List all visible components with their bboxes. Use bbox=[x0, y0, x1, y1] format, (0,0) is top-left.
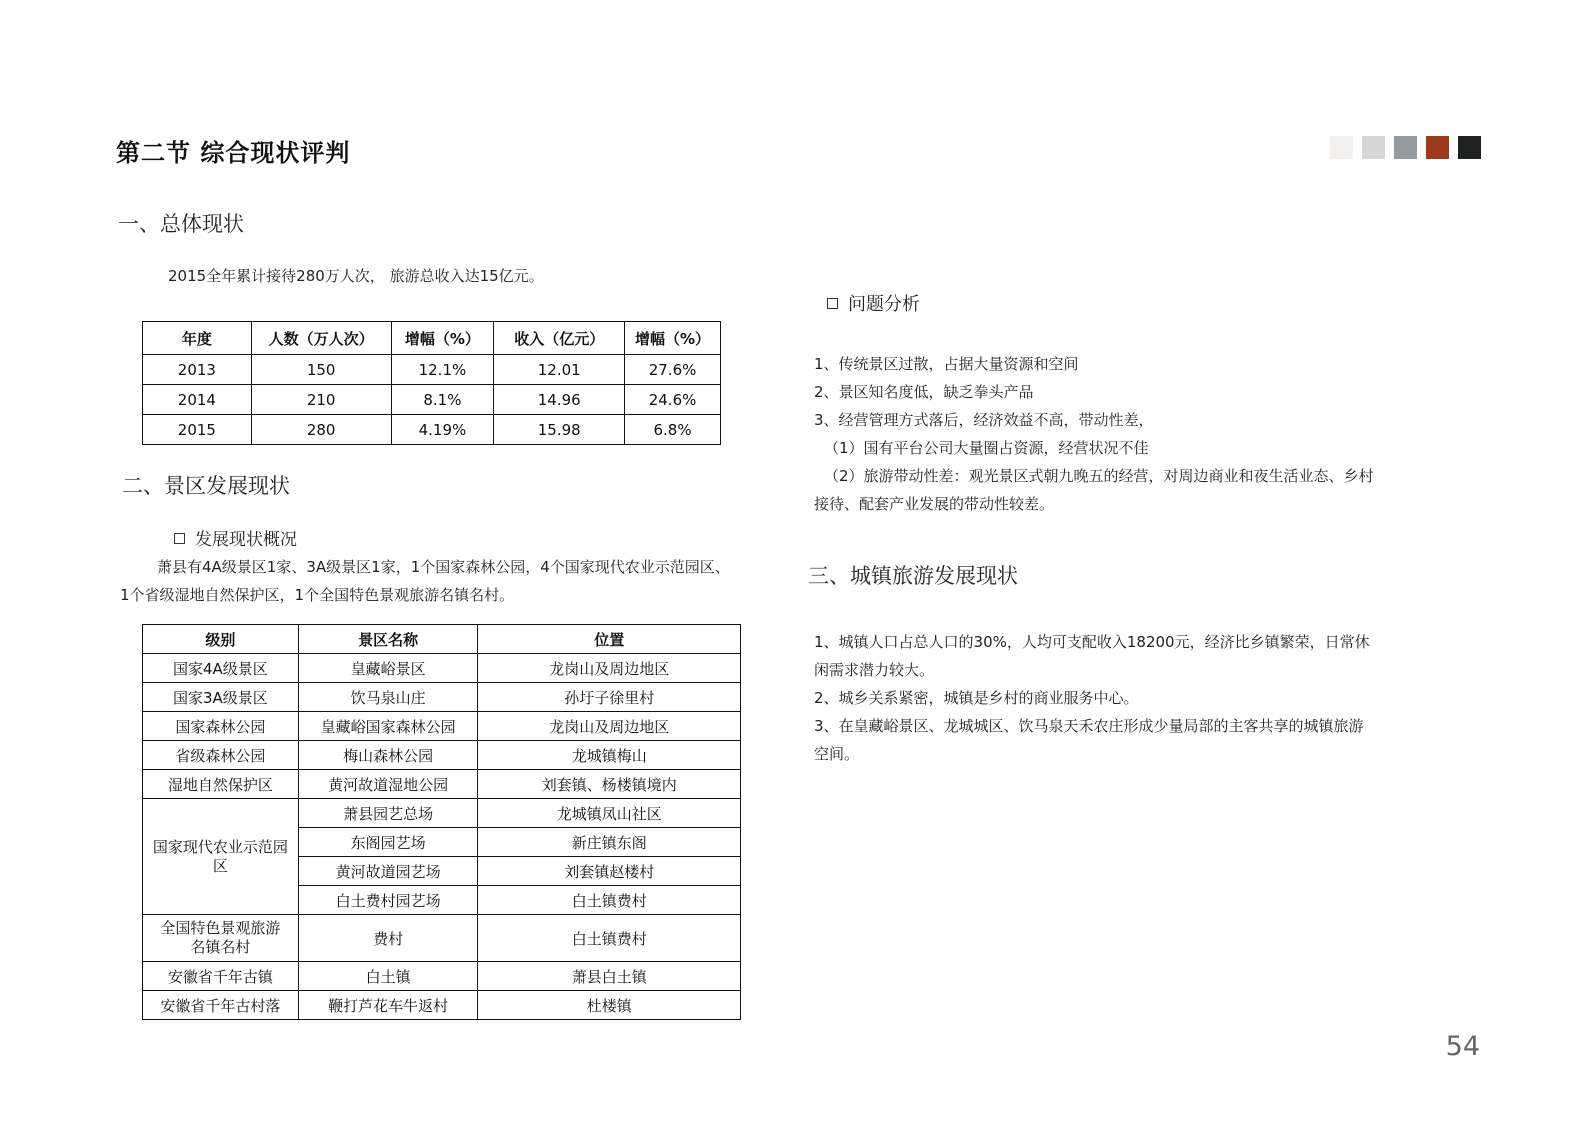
square-bullet-icon bbox=[174, 533, 185, 544]
cell-scenic-name: 白土费村园艺场 bbox=[298, 886, 478, 915]
table-row bbox=[143, 799, 741, 828]
section2-paragraph-line1: 萧县有4A级景区1家、3A级景区1家，1个国家森林公园，4个国家现代农业示范园区、 bbox=[157, 558, 730, 576]
problems-list bbox=[814, 350, 1374, 518]
cell-scenic-name: 萧县园艺总场 bbox=[298, 799, 478, 828]
cell-location: 白土镇费村 bbox=[478, 915, 741, 962]
section2-heading: 二、景区发展现状 bbox=[122, 474, 290, 498]
header-year: 年度 bbox=[143, 322, 252, 355]
color-swatches bbox=[1330, 136, 1481, 159]
table-row bbox=[143, 385, 721, 415]
town-tourism-line: 1、城镇人口占总人口的30%，人均可支配收入18200元，经济比乡镇繁荣，日常休 bbox=[814, 633, 1370, 651]
section2-paragraph-line2: 1个省级湿地自然保护区，1个全国特色景观旅游名镇名村。 bbox=[120, 586, 515, 604]
problem-line: 接待、配套产业发展的带动性较差。 bbox=[814, 495, 1055, 513]
cell-scenic-name: 梅山森林公园 bbox=[298, 741, 478, 770]
header-scenic-name: 景区名称 bbox=[298, 625, 478, 654]
problem-line: 2、景区知名度低，缺乏拳头产品 bbox=[814, 383, 1034, 401]
cell-level: 国家3A级景区 bbox=[143, 683, 299, 712]
cell-scenic-name: 皇藏峪国家森林公园 bbox=[298, 712, 478, 741]
cell-level: 省级森林公园 bbox=[143, 741, 299, 770]
section2-subheading-text: 发展现状概况 bbox=[195, 530, 297, 550]
cell-level: 安徽省千年古镇 bbox=[143, 962, 299, 991]
cell-revenue: 14.96 bbox=[494, 385, 625, 415]
cell-location: 刘套镇赵楼村 bbox=[478, 857, 741, 886]
color-swatch bbox=[1458, 136, 1481, 159]
cell-level: 国家4A级景区 bbox=[143, 654, 299, 683]
cell-visitor-growth: 12.1% bbox=[391, 355, 494, 385]
cell-visitors: 280 bbox=[251, 415, 391, 445]
color-swatch bbox=[1362, 136, 1385, 159]
table-row bbox=[143, 741, 741, 770]
cell-revenue-growth: 27.6% bbox=[625, 355, 721, 385]
table-row bbox=[143, 355, 721, 385]
problems-heading-text: 问题分析 bbox=[848, 294, 920, 315]
header-level: 级别 bbox=[143, 625, 299, 654]
color-swatch bbox=[1426, 136, 1449, 159]
cell-level: 湿地自然保护区 bbox=[143, 770, 299, 799]
header-revenue-growth: 增幅（%） bbox=[625, 322, 721, 355]
cell-visitor-growth: 4.19% bbox=[391, 415, 494, 445]
cell-scenic-name: 黄河故道湿地公园 bbox=[298, 770, 478, 799]
table-header-row bbox=[143, 625, 741, 654]
cell-revenue-growth: 24.6% bbox=[625, 385, 721, 415]
problem-subline: （2）旅游带动性差：观光景区式朝九晚五的经营，对周边商业和夜生活业态、乡村 bbox=[824, 467, 1374, 485]
table-row bbox=[143, 712, 741, 741]
cell-year: 2015 bbox=[143, 415, 252, 445]
cell-visitor-growth: 8.1% bbox=[391, 385, 494, 415]
header-visitor-growth: 增幅（%） bbox=[391, 322, 494, 355]
cell-revenue-growth: 6.8% bbox=[625, 415, 721, 445]
page-title: 第二节 综合现状评判 bbox=[116, 139, 351, 167]
page-number: 54 bbox=[1445, 1031, 1480, 1062]
cell-year: 2014 bbox=[143, 385, 252, 415]
cell-scenic-name: 费村 bbox=[298, 915, 478, 962]
table-row bbox=[143, 654, 741, 683]
section1-heading: 一、总体现状 bbox=[118, 212, 244, 236]
section3-heading: 三、城镇旅游发展现状 bbox=[808, 564, 1018, 588]
table-row bbox=[143, 415, 721, 445]
header-revenue: 收入（亿元） bbox=[494, 322, 625, 355]
cell-level: 安徽省千年古村落 bbox=[143, 991, 299, 1020]
cell-revenue: 12.01 bbox=[494, 355, 625, 385]
square-bullet-icon bbox=[827, 298, 838, 309]
town-tourism-line: 2、城乡关系紧密，城镇是乡村的商业服务中心。 bbox=[814, 689, 1139, 707]
section3-list bbox=[814, 628, 1370, 768]
section1-summary: 2015全年累计接待280万人次， 旅游总收入达15亿元。 bbox=[168, 267, 544, 285]
visitor-revenue-table bbox=[142, 321, 721, 445]
table-row bbox=[143, 770, 741, 799]
cell-location: 杜楼镇 bbox=[478, 991, 741, 1020]
cell-location: 孙圩子徐里村 bbox=[478, 683, 741, 712]
cell-location: 萧县白土镇 bbox=[478, 962, 741, 991]
problems-heading bbox=[827, 290, 920, 316]
cell-scenic-name: 黄河故道园艺场 bbox=[298, 857, 478, 886]
cell-level: 国家森林公园 bbox=[143, 712, 299, 741]
cell-location: 龙岗山及周边地区 bbox=[478, 712, 741, 741]
cell-location: 龙城镇梅山 bbox=[478, 741, 741, 770]
cell-visitors: 150 bbox=[251, 355, 391, 385]
cell-scenic-name: 皇藏峪景区 bbox=[298, 654, 478, 683]
color-swatch bbox=[1394, 136, 1417, 159]
table-row bbox=[143, 962, 741, 991]
cell-scenic-name: 白土镇 bbox=[298, 962, 478, 991]
cell-level-agri-park: 国家现代农业示范园区 bbox=[143, 799, 299, 915]
cell-revenue: 15.98 bbox=[494, 415, 625, 445]
problem-line: 3、经营管理方式落后，经济效益不高，带动性差， bbox=[814, 411, 1154, 429]
cell-scenic-name: 饮马泉山庄 bbox=[298, 683, 478, 712]
header-visitors: 人数（万人次） bbox=[251, 322, 391, 355]
problem-line: 1、传统景区过散，占据大量资源和空间 bbox=[814, 355, 1079, 373]
cell-scenic-name: 东阁园艺场 bbox=[298, 828, 478, 857]
table-row bbox=[143, 991, 741, 1020]
cell-location: 刘套镇、杨楼镇境内 bbox=[478, 770, 741, 799]
town-tourism-line: 3、在皇藏峪景区、龙城城区、饮马泉天禾农庄形成少量局部的主客共享的城镇旅游 bbox=[814, 717, 1364, 735]
color-swatch bbox=[1330, 136, 1353, 159]
table-header-row bbox=[143, 322, 721, 355]
header-location: 位置 bbox=[478, 625, 741, 654]
town-tourism-line: 闲需求潜力较大。 bbox=[814, 661, 935, 679]
cell-scenic-name: 鞭打芦花车牛返村 bbox=[298, 991, 478, 1020]
scenic-areas-table bbox=[142, 624, 741, 1020]
cell-level: 全国特色景观旅游名镇名村 bbox=[143, 915, 299, 962]
table-row bbox=[143, 683, 741, 712]
section2-subheading bbox=[174, 525, 297, 550]
cell-location: 白土镇费村 bbox=[478, 886, 741, 915]
table-row bbox=[143, 915, 741, 962]
cell-location: 新庄镇东阁 bbox=[478, 828, 741, 857]
problem-subline: （1）国有平台公司大量圈占资源，经营状况不佳 bbox=[824, 439, 1149, 457]
town-tourism-line: 空间。 bbox=[814, 745, 860, 763]
cell-visitors: 210 bbox=[251, 385, 391, 415]
cell-location: 龙岗山及周边地区 bbox=[478, 654, 741, 683]
cell-location: 龙城镇凤山社区 bbox=[478, 799, 741, 828]
cell-year: 2013 bbox=[143, 355, 252, 385]
